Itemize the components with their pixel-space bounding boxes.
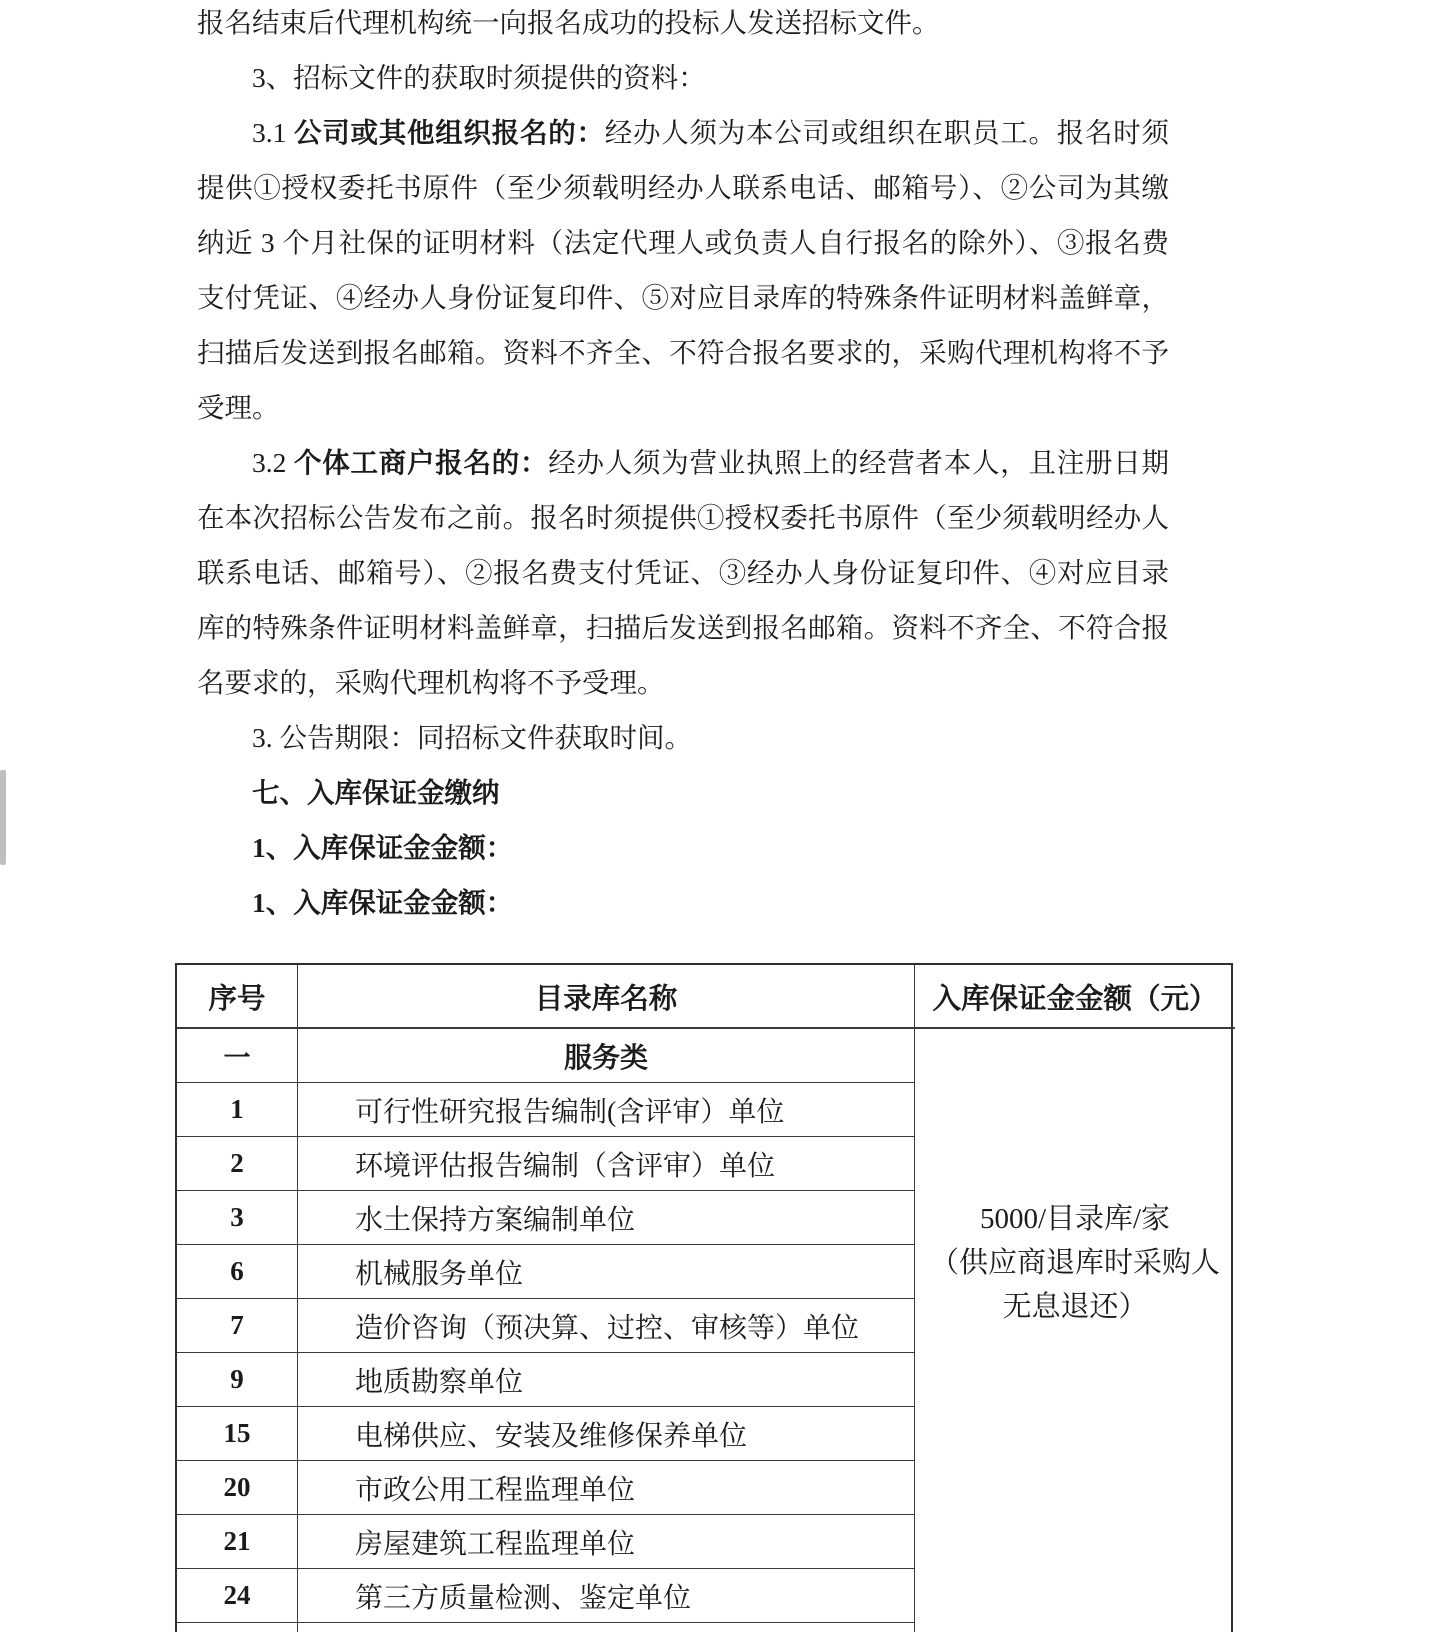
deposit-amount-line: （供应商退库时采购人	[929, 1247, 1220, 1279]
text-segment: 纳近 3 个月社保的证明材料（法定代理人或负责人自行报名的除外）、③报名费	[197, 227, 1169, 258]
text-line	[197, 105, 1169, 160]
table-row-name: 第三方质量检测、鉴定单位	[298, 1569, 915, 1623]
table-row-name: 地质勘察单位	[298, 1353, 915, 1407]
text-line	[197, 765, 1169, 820]
table-row-name: 水土保持方案编制单位	[298, 1191, 915, 1245]
text-line	[197, 545, 1169, 600]
text-segment: 提供①授权委托书原件（至少须载明经办人联系电话、邮箱号）、②公司为其缴	[197, 172, 1169, 203]
table-row-no: 24	[177, 1569, 298, 1623]
table-row-name: 环境评估报告编制（含评审）单位	[298, 1137, 915, 1191]
table-header-name: 目录库名称	[298, 965, 915, 1029]
text-line	[197, 710, 1169, 765]
text-line	[197, 0, 1169, 50]
text-segment: 联系电话、邮箱号）、②报名费支付凭证、③经办人身份证复印件、④对应目录	[197, 557, 1169, 588]
table-row-no: 21	[177, 1515, 298, 1569]
text-line	[197, 50, 1169, 105]
text-line	[197, 380, 1169, 435]
table-row-name: 房屋建筑工程监理单位	[298, 1515, 915, 1569]
text-segment: 库的特殊条件证明材料盖鲜章，扫描后发送到报名邮箱。资料不齐全、不符合报	[197, 612, 1169, 643]
table-header-amount: 入库保证金金额（元）	[915, 965, 1235, 1029]
bold-text-segment: 七、入库保证金缴纳	[252, 777, 500, 808]
table-row-category: 服务类	[298, 1029, 915, 1083]
document-text	[197, 0, 1169, 930]
text-segment: 3.1	[252, 117, 294, 148]
table-row-no: 20	[177, 1461, 298, 1515]
text-segment: 经办人须为营业执照上的经营者本人，且注册日期	[548, 447, 1169, 478]
text-segment: 3.2	[252, 447, 294, 478]
table-row-name: 可行性研究报告编制(含评审）单位	[298, 1083, 915, 1137]
text-line	[197, 820, 1169, 875]
table-row-no: 6	[177, 1245, 298, 1299]
text-line	[197, 270, 1169, 325]
scan-artifact	[0, 770, 6, 865]
text-line	[197, 435, 1169, 490]
deposit-amount-line: 无息退还）	[1002, 1291, 1148, 1323]
table-row-no: 2	[177, 1137, 298, 1191]
bold-text-segment: 1、入库保证金金额：	[252, 832, 514, 863]
table-header-no: 序号	[177, 965, 298, 1029]
table-row-no: 9	[177, 1353, 298, 1407]
table-row-name: 电梯供应、安装及维修保养单位	[298, 1407, 915, 1461]
bold-text-segment: 个体工商户报名的：	[294, 447, 549, 478]
table-row-no: 7	[177, 1299, 298, 1353]
table-row-name: 市政公用工程监理单位	[298, 1461, 915, 1515]
table-row-no: 一	[177, 1029, 298, 1083]
text-line	[197, 215, 1169, 270]
text-segment: 受理。	[197, 392, 280, 423]
bold-text-segment: 1、入库保证金金额：	[252, 887, 514, 918]
text-line	[197, 325, 1169, 380]
table-row-partial	[177, 1623, 298, 1632]
text-line	[197, 600, 1169, 655]
text-segment: 报名结束后代理机构统一向报名成功的投标人发送招标文件。	[197, 7, 940, 38]
text-segment: 经办人须为本公司或组织在职员工。报名时须	[604, 117, 1169, 148]
text-line	[197, 490, 1169, 545]
text-line	[197, 875, 1169, 930]
text-segment: 名要求的，采购代理机构将不予受理。	[197, 667, 665, 698]
deposit-amount-line: 5000/目录库/家	[979, 1203, 1171, 1235]
deposit-amount-cell	[915, 1029, 1235, 1632]
text-segment: 扫描后发送到报名邮箱。资料不齐全、不符合报名要求的，采购代理机构将不予	[197, 337, 1169, 368]
text-segment: 支付凭证、④经办人身份证复印件、⑤对应目录库的特殊条件证明材料盖鲜章，	[197, 282, 1169, 313]
text-segment: 3. 公告期限：同招标文件获取时间。	[252, 722, 692, 753]
table-row-no: 1	[177, 1083, 298, 1137]
text-line	[197, 160, 1169, 215]
text-segment: 3、招标文件的获取时须提供的资料：	[252, 62, 706, 93]
table-row-name: 机械服务单位	[298, 1245, 915, 1299]
text-line	[197, 655, 1169, 710]
text-segment: 在本次招标公告发布之前。报名时须提供①授权委托书原件（至少须载明经办人	[197, 502, 1169, 533]
bold-text-segment: 公司或其他组织报名的：	[294, 117, 605, 148]
table-row-name: 造价咨询（预决算、过控、审核等）单位	[298, 1299, 915, 1353]
deposit-table	[175, 963, 1233, 1632]
table-row-partial	[298, 1623, 915, 1632]
table-row-no: 3	[177, 1191, 298, 1245]
table-row-no: 15	[177, 1407, 298, 1461]
